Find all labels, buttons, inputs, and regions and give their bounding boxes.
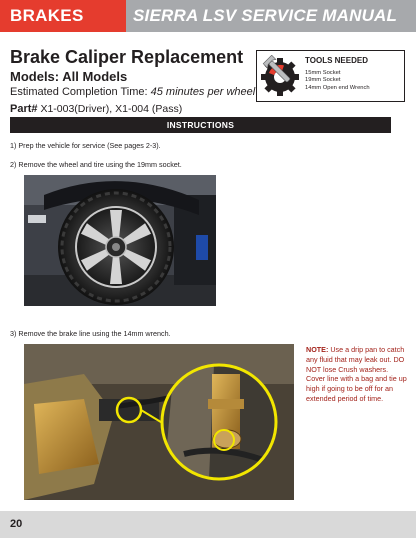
page-number: 20 (10, 518, 23, 530)
completion-time-value: 45 minutes per wheel (150, 86, 256, 98)
part-number-label: Part# (10, 103, 38, 115)
step-1: 1) Prep the vehicle for service (See pages 2-3). (10, 141, 161, 150)
section-tab: BRAKES (0, 0, 126, 32)
instructions-bar: INSTRUCTIONS (10, 117, 391, 133)
note-label: NOTE: (306, 345, 329, 354)
tools-list (305, 70, 370, 92)
tool-item: 15mm Socket (305, 70, 341, 76)
step-2: 2) Remove the wheel and tire using the 19mm socket. (10, 160, 182, 169)
note-text (306, 345, 408, 404)
brake-line-photo (24, 344, 294, 500)
step-3: 3) Remove the brake line using the 14mm wrench. (10, 329, 171, 338)
manual-title: SIERRA LSV SERVICE MANUAL (133, 6, 398, 25)
models-line: Models: All Models (10, 69, 128, 84)
tool-item: 14mm Open end Wrench (305, 84, 370, 91)
part-number (10, 103, 182, 115)
part-number-value: X1-003(Driver), X1-004 (Pass) (37, 103, 183, 115)
tool-item: 19mm Socket (305, 77, 341, 84)
completion-time (10, 86, 255, 98)
page-title: Brake Caliper Replacement (10, 47, 244, 67)
wheel-tire-photo (24, 175, 216, 306)
page-footer (0, 511, 416, 538)
gear-wrench-icon (261, 55, 301, 97)
completion-time-label: Estimated Completion Time: (10, 86, 151, 98)
note-body: Use a drip pan to catch any fluid that may leak out. DO NOT lose Crush washers. Cover line with a bag and tie up high if going to be off for an extended period of time. (306, 345, 407, 403)
tools-needed-box (256, 50, 405, 102)
page-header (0, 0, 416, 32)
tools-heading: TOOLS NEEDED (305, 56, 368, 65)
